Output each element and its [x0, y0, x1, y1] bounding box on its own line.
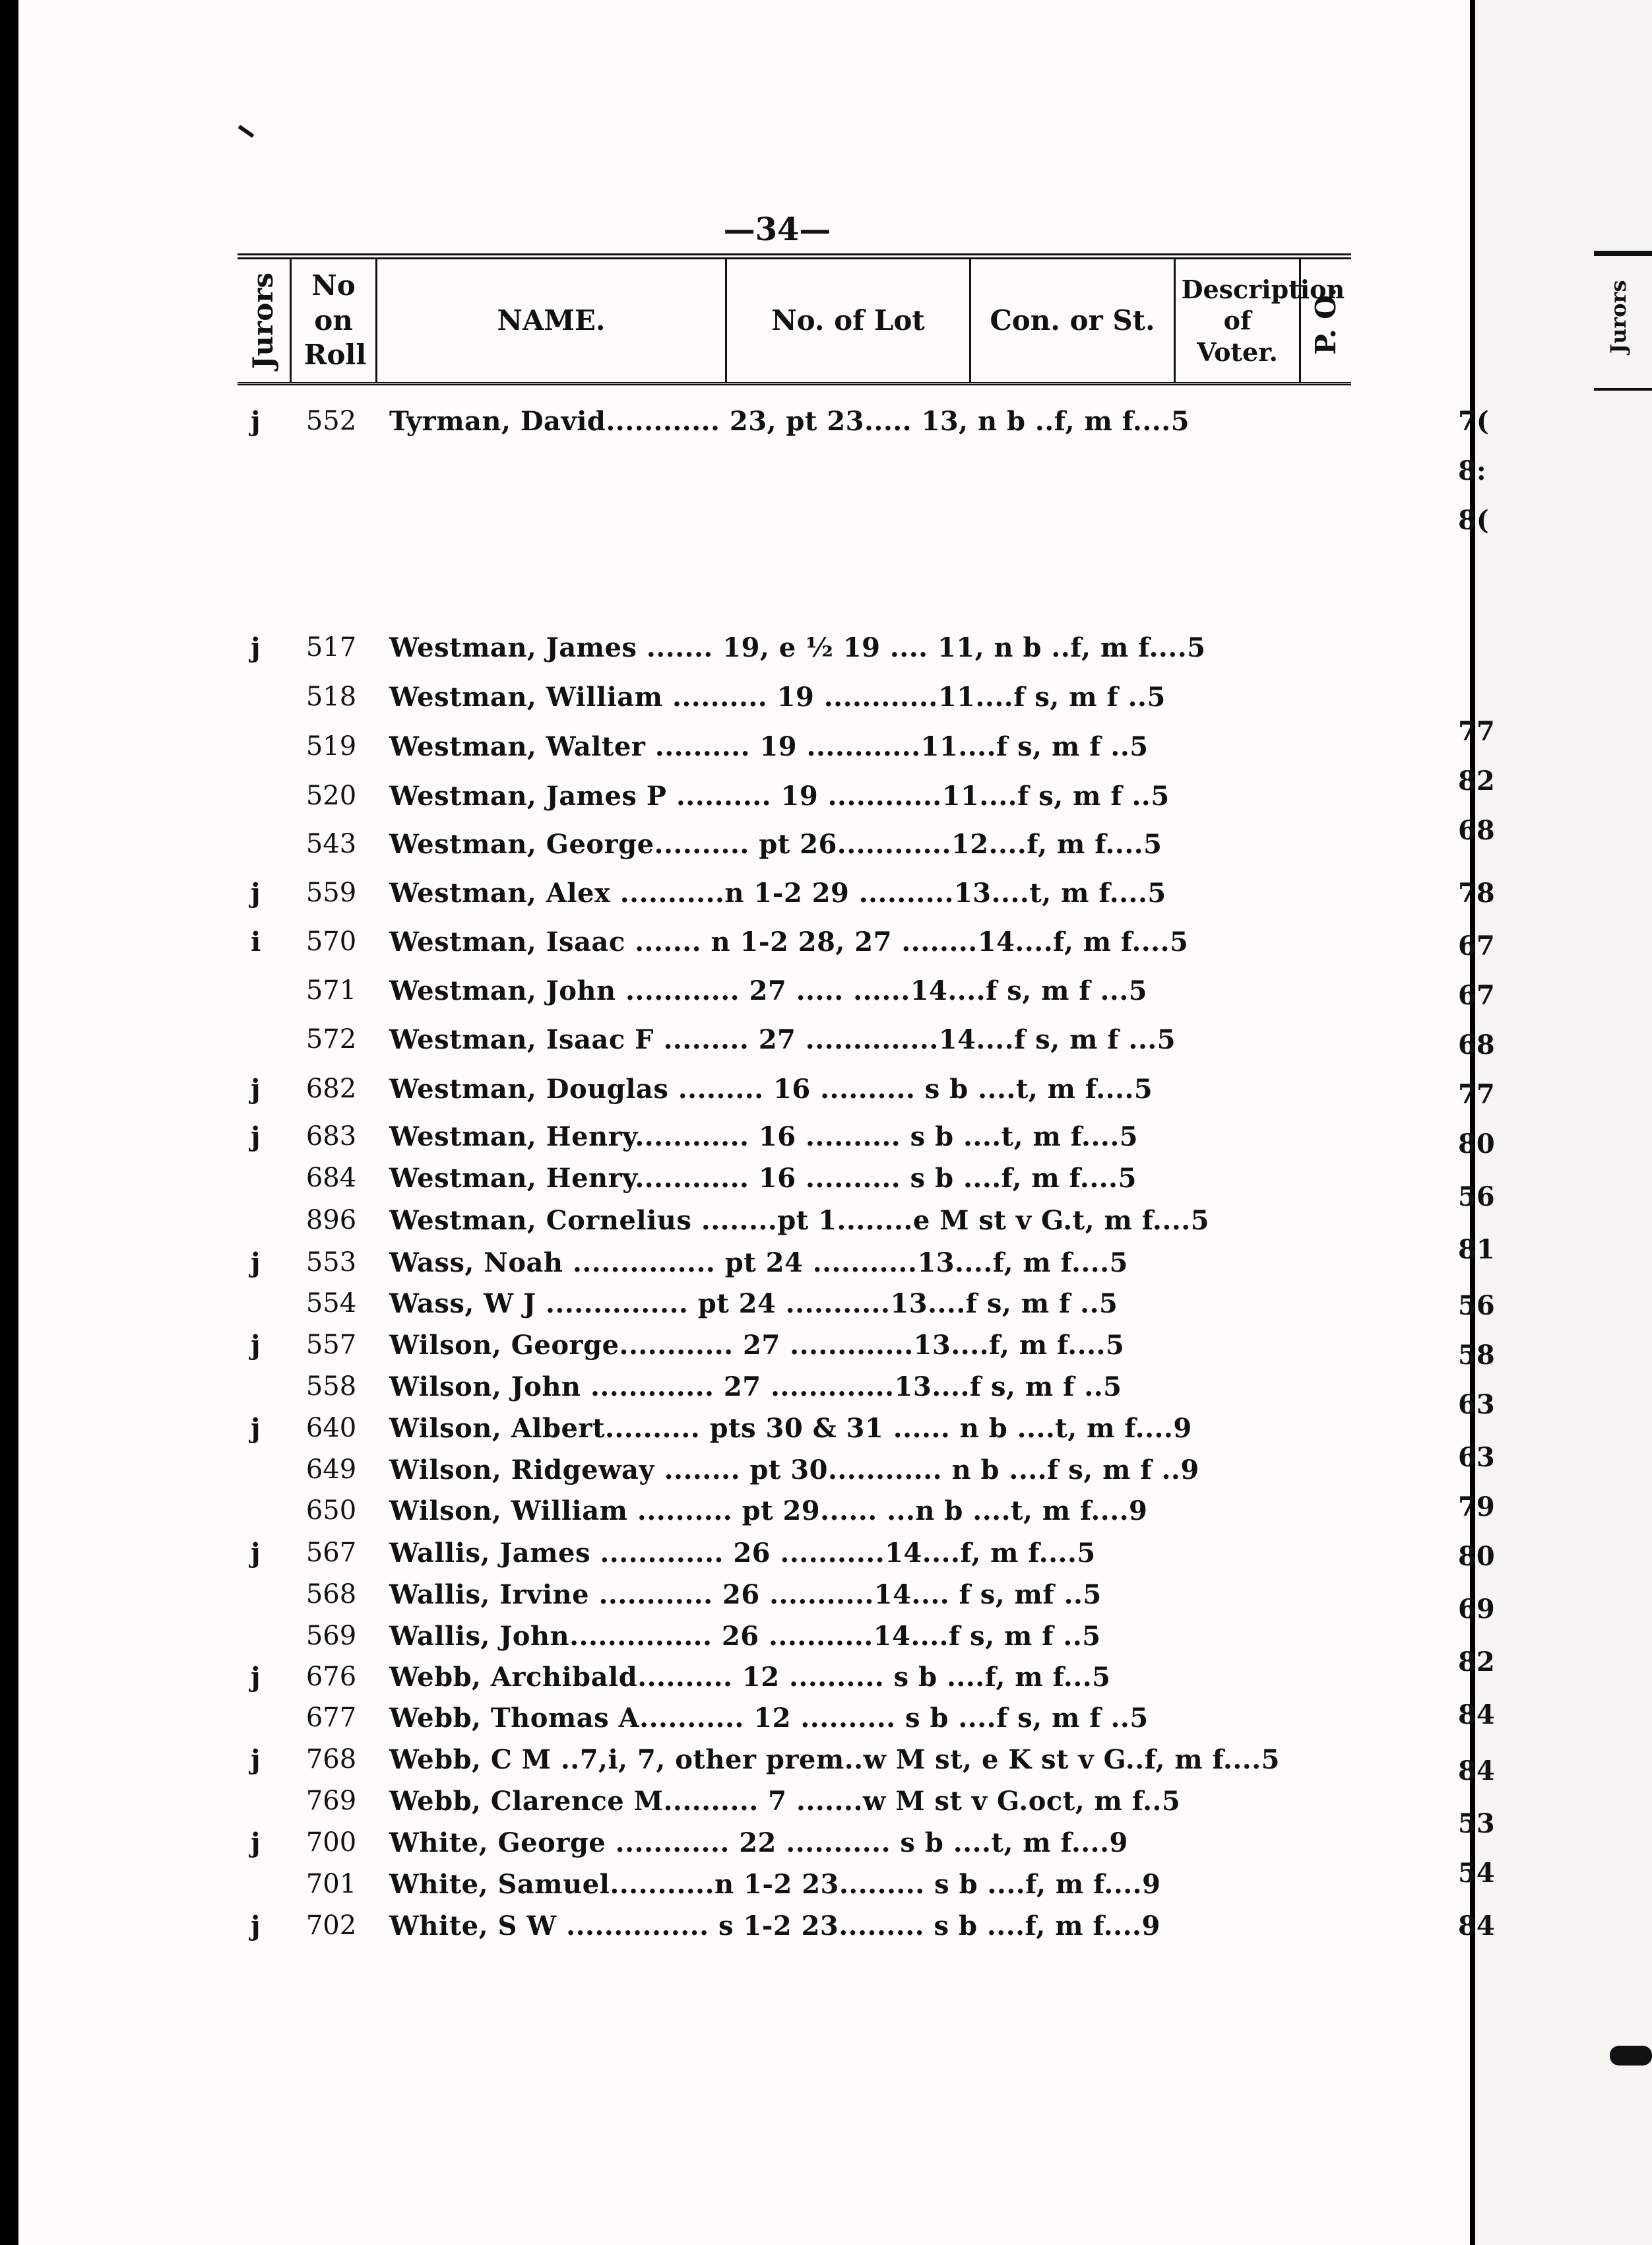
- juror-mark: j: [251, 878, 261, 909]
- adjacent-number: 63: [1458, 1442, 1495, 1473]
- roll-number: 520: [305, 781, 357, 811]
- adjacent-number: 79: [1458, 1491, 1495, 1522]
- table-row: [238, 731, 1359, 771]
- header-jurors: [238, 259, 292, 382]
- header-con-label: Con. or St.: [990, 304, 1155, 337]
- adjacent-header-jurors: Jurors: [1606, 280, 1631, 354]
- roll-number: 517: [305, 632, 357, 663]
- juror-mark: i: [251, 927, 261, 958]
- header-po: [1301, 259, 1351, 382]
- roll-number: 649: [305, 1454, 357, 1485]
- table-row: [238, 1703, 1359, 1742]
- adjacent-number: 8:: [1458, 455, 1486, 486]
- adjacent-number: 56: [1458, 1181, 1495, 1212]
- voter-entry: Webb, Archibald.......... 12 .......... s b ....f, m f...5: [389, 1662, 1111, 1693]
- juror-mark: j: [251, 1247, 261, 1278]
- voter-entry: Webb, C M ..7,i, 7, other prem..w M st, e K st v G..f, m f....5: [389, 1744, 1280, 1775]
- adjacent-number: 56: [1458, 1290, 1495, 1321]
- table-row: [238, 781, 1359, 820]
- roll-number: 554: [305, 1288, 357, 1318]
- table-header: [238, 253, 1351, 385]
- voter-entry: Westman, Alex ...........n 1-2 29 ..........13....t, m f....5: [389, 878, 1166, 909]
- table-row: [238, 1121, 1359, 1161]
- header-no-on-roll-label: No on Roll: [303, 269, 367, 372]
- header-lot: [727, 259, 971, 382]
- adjacent-number: 58: [1458, 1340, 1495, 1371]
- voter-entry: Westman, Douglas ......... 16 .......... s b ....t, m f....5: [389, 1074, 1153, 1105]
- voter-entry: Wass, Noah ............... pt 24 ...........13....f, m f....5: [389, 1247, 1128, 1278]
- voter-entry: White, S W ............... s 1-2 23......... s b ....f, m f....9: [389, 1910, 1160, 1941]
- voter-entry: Wilson, Albert.......... pts 30 & 31 ...... n b ....t, m f....9: [389, 1413, 1192, 1444]
- ledger-page: [18, 0, 1470, 2245]
- roll-number: 557: [305, 1330, 357, 1360]
- voter-entry: Westman, John ............ 27 ..... ......14....f s, m f ...5: [389, 975, 1148, 1006]
- table-row: [238, 1538, 1359, 1577]
- juror-mark: j: [251, 1074, 261, 1105]
- voter-entry: Wallis, James ............. 26 ...........14....f, m f....5: [389, 1538, 1096, 1569]
- voter-entry: Wass, W J ............... pt 24 ...........13....f s, m f ..5: [389, 1288, 1118, 1319]
- voter-entry: Webb, Thomas A........... 12 .......... s b ....f s, m f ..5: [389, 1703, 1149, 1734]
- header-po-label: P. O.: [1309, 286, 1342, 355]
- voter-entry: Wilson, George............ 27 .............13....f, m f....5: [389, 1330, 1125, 1361]
- table-row: [238, 1288, 1359, 1328]
- voter-entry: Westman, William .......... 19 ............11....f s, m f ..5: [389, 682, 1166, 713]
- roll-number: 567: [305, 1538, 357, 1568]
- juror-mark: j: [251, 1910, 261, 1941]
- roll-number: 701: [305, 1869, 357, 1899]
- roll-number: 559: [305, 878, 357, 908]
- roll-number: 519: [305, 731, 357, 762]
- adjacent-number: 63: [1458, 1389, 1495, 1420]
- voter-entry: White, Samuel...........n 1-2 23......... s b ....f, m f....9: [389, 1869, 1161, 1900]
- adjacent-number: 68: [1458, 1029, 1495, 1060]
- table-row: [238, 1579, 1359, 1619]
- voter-entry: Webb, Clarence M.......... 7 .......w M st v G.oct, m f..5: [389, 1786, 1181, 1817]
- header-no-on-roll: [292, 259, 377, 382]
- table-row: [238, 632, 1359, 672]
- table-row: [238, 829, 1359, 868]
- roll-number: 640: [305, 1413, 357, 1443]
- voter-entry: Westman, Walter .......... 19 ............11....f s, m f ..5: [389, 731, 1149, 762]
- roll-number: 683: [305, 1121, 357, 1152]
- adjacent-number: 53: [1458, 1808, 1495, 1839]
- table-row: [238, 1205, 1359, 1245]
- adjacent-number: 80: [1458, 1541, 1495, 1572]
- header-con: [971, 259, 1176, 382]
- roll-number: 558: [305, 1371, 357, 1402]
- roll-number: 569: [305, 1621, 357, 1651]
- voter-entry: Westman, George.......... pt 26............12....f, m f....5: [389, 829, 1162, 860]
- voter-entry: Tyrman, David............ 23, pt 23..... 13, n b ..f, m f....5: [389, 406, 1190, 437]
- adjacent-number: 82: [1458, 1646, 1495, 1677]
- roll-number: 570: [305, 927, 357, 957]
- voter-entry: Westman, Isaac F ......... 27 ..............14....f s, m f ...5: [389, 1024, 1176, 1055]
- roll-number: 684: [305, 1163, 357, 1193]
- table-row: [238, 1454, 1359, 1494]
- juror-mark: j: [251, 1744, 261, 1775]
- roll-number: 769: [305, 1786, 357, 1816]
- adjacent-number: 84: [1458, 1755, 1495, 1786]
- table-row: [238, 406, 1359, 445]
- voter-entry: Wilson, Ridgeway ........ pt 30............ n b ....f s, m f ..9: [389, 1454, 1199, 1485]
- roll-number: 543: [305, 829, 357, 859]
- table-row: [238, 927, 1359, 966]
- table-row: [238, 1827, 1359, 1867]
- adjacent-number: 78: [1458, 878, 1495, 909]
- roll-number: 682: [305, 1074, 357, 1104]
- voter-entry: Westman, James ....... 19, e ½ 19 .... 11, n b ..f, m f....5: [389, 632, 1206, 663]
- header-jurors-label: Jurors: [247, 272, 280, 370]
- roll-number: 768: [305, 1744, 357, 1774]
- ink-mark-edge: [1610, 2046, 1652, 2066]
- adjacent-number: 68: [1458, 815, 1495, 846]
- table-row: [238, 1074, 1359, 1113]
- voter-entry: White, George ............ 22 ........... s b ....t, m f....9: [389, 1827, 1128, 1858]
- adjacent-number: 67: [1458, 980, 1495, 1011]
- header-name-label: NAME.: [497, 304, 606, 337]
- table-row: [238, 1786, 1359, 1825]
- juror-mark: j: [251, 1413, 261, 1444]
- juror-mark: j: [251, 1538, 261, 1569]
- roll-number: 896: [305, 1205, 357, 1235]
- table-row: [238, 1413, 1359, 1452]
- adjacent-number: 77: [1458, 716, 1495, 747]
- voter-entry: Westman, Isaac ....... n 1-2 28, 27 ........14....f, m f....5: [389, 927, 1189, 958]
- table-row: [238, 682, 1359, 721]
- table-row: [238, 975, 1359, 1015]
- header-name: [377, 259, 727, 382]
- voter-entry: Westman, James P .......... 19 ............11....f s, m f ..5: [389, 781, 1170, 812]
- table-row: [238, 1371, 1359, 1411]
- adjacent-number: 82: [1458, 765, 1495, 797]
- roll-number: 572: [305, 1024, 357, 1055]
- adjacent-number: 7(: [1458, 406, 1489, 437]
- table-row: [238, 1024, 1359, 1064]
- table-row: [238, 1621, 1359, 1660]
- adjacent-number: 69: [1458, 1594, 1495, 1625]
- table-row: [238, 1744, 1359, 1784]
- juror-mark: j: [251, 406, 261, 437]
- roll-number: 650: [305, 1495, 357, 1526]
- table-row: [238, 1662, 1359, 1701]
- voter-entry: Wallis, John............... 26 ...........14....f s, m f ..5: [389, 1621, 1101, 1652]
- juror-mark: j: [251, 1121, 261, 1152]
- roll-number: 518: [305, 682, 357, 712]
- voter-entry: Wilson, John ............. 27 .............13....f s, m f ..5: [389, 1371, 1122, 1402]
- adjacent-number: 8(: [1458, 505, 1489, 536]
- voter-entry: Wilson, William .......... pt 29...... ...n b ....t, m f....9: [389, 1495, 1148, 1526]
- juror-mark: j: [251, 1330, 261, 1361]
- juror-mark: j: [251, 1662, 261, 1693]
- roll-number: 553: [305, 1247, 357, 1278]
- adjacent-number: 84: [1458, 1910, 1495, 1941]
- roll-number: 700: [305, 1827, 357, 1858]
- table-row: [238, 1330, 1359, 1369]
- adjacent-number: 77: [1458, 1079, 1495, 1110]
- voter-entry: Westman, Henry............ 16 .......... s b ....f, m f....5: [389, 1163, 1137, 1194]
- roll-number: 568: [305, 1579, 357, 1610]
- adjacent-number: 67: [1458, 930, 1495, 961]
- roll-number: 552: [305, 406, 357, 436]
- table-row: [238, 1247, 1359, 1287]
- header-lot-label: No. of Lot: [771, 304, 925, 337]
- roll-number: 676: [305, 1662, 357, 1692]
- voter-entry: Westman, Henry............ 16 .......... s b ....t, m f....5: [389, 1121, 1139, 1152]
- roll-number: 571: [305, 975, 357, 1006]
- adjacent-number: 54: [1458, 1858, 1495, 1889]
- table-row: [238, 1869, 1359, 1908]
- adjacent-number: 80: [1458, 1128, 1495, 1159]
- page-number: —34—: [723, 211, 831, 248]
- table-row: [238, 1910, 1359, 1950]
- table-row: [238, 1163, 1359, 1202]
- voter-entry: Wallis, Irvine ............ 26 ...........14.... f s, mf ..5: [389, 1579, 1102, 1610]
- adjacent-page: [1475, 0, 1652, 2245]
- header-description-label: Description of Voter.: [1181, 274, 1345, 367]
- roll-number: 702: [305, 1910, 357, 1941]
- voter-entry: Westman, Cornelius ........pt 1........e M st v G.t, m f....5: [389, 1205, 1210, 1236]
- juror-mark: j: [251, 632, 261, 663]
- table-row: [238, 1495, 1359, 1535]
- adjacent-number: 84: [1458, 1699, 1495, 1730]
- juror-mark: j: [251, 1827, 261, 1858]
- table-row: [238, 878, 1359, 917]
- roll-number: 677: [305, 1703, 357, 1733]
- adjacent-number: 81: [1458, 1234, 1495, 1265]
